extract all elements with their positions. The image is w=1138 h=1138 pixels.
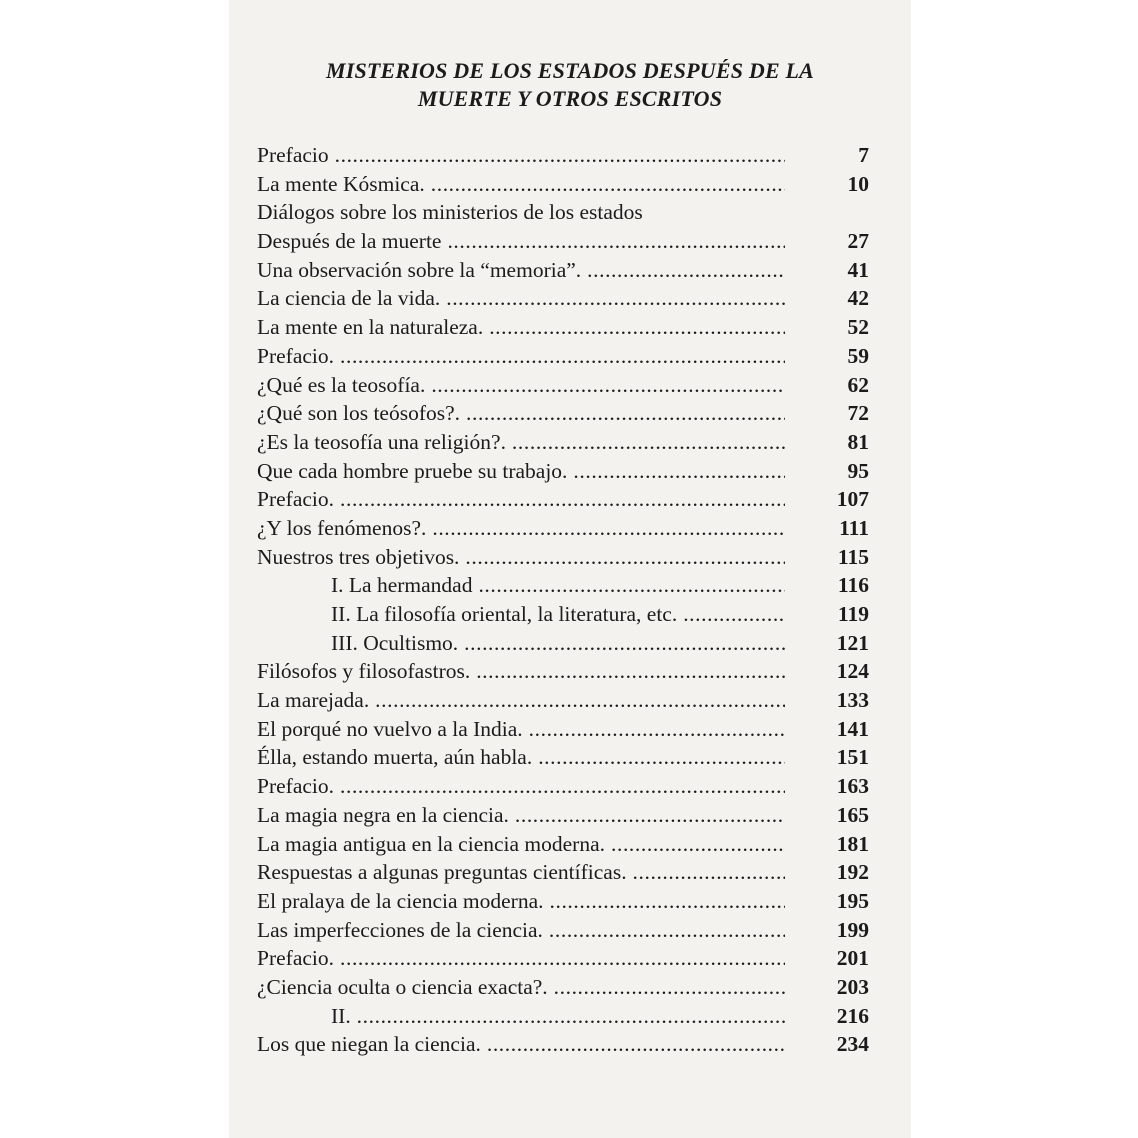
page-title (229, 57, 911, 113)
toc-entry-title: La magia antigua en la ciencia moderna. ..... (257, 830, 785, 859)
toc-entry-page-number: 201 (836, 946, 869, 971)
toc-entry (257, 141, 869, 170)
title-line-2: MUERTE Y OTROS ESCRITOS (417, 86, 723, 111)
toc-entry-title: La mente Kósmica. ..... (257, 170, 785, 199)
toc-entry-page-number: 119 (837, 602, 869, 626)
toc-entry-page-number: 95 (847, 458, 869, 483)
toc-entry-page-number: 59 (847, 343, 869, 368)
toc-entry-title: ¿Es la teosofía una religión?. ..... (257, 428, 785, 457)
title-line-1: MISTERIOS DE LOS ESTADOS DESPUÉS DE LA (325, 58, 815, 83)
toc-entry-title: ¿Y los fenómenos?. ..... (257, 514, 785, 543)
toc-entry (257, 858, 869, 887)
toc-entry (257, 830, 869, 859)
toc-entry (257, 1030, 869, 1059)
toc-entry-title: Prefacio ..... (257, 141, 785, 170)
toc-entry-title: II. La filosofía oriental, la literatura, etc. ..... (331, 600, 785, 629)
toc-entry-page-number: 111 (839, 515, 869, 540)
toc-entry (257, 457, 869, 486)
toc-entry (257, 600, 869, 629)
toc-entry-title: Después de la muerte ..... (257, 227, 785, 256)
toc-entry-title: Una observación sobre la “memoria”. ..... (257, 256, 785, 285)
toc-entry (257, 944, 869, 973)
book-page (229, 0, 911, 1138)
toc-entry-title: Filósofos y filosofastros. ..... (257, 657, 785, 686)
toc-entry-title: Diálogos sobre los ministerios de los estados (257, 200, 643, 225)
toc-entry-title: Las imperfecciones de la ciencia. ..... (257, 916, 785, 945)
toc-entry-page-number: 163 (836, 774, 869, 799)
toc-entry-title: ¿Qué son los teósofos?. ..... (257, 399, 785, 428)
toc-entry (257, 399, 869, 428)
toc-entry (257, 342, 869, 371)
toc-entry-title: Prefacio. ..... (257, 485, 785, 514)
toc-entry-title: I. La hermandad ..... (331, 571, 785, 600)
toc-entry-title: Nuestros tres objetivos. ..... (257, 543, 785, 572)
toc-entry (257, 170, 869, 199)
toc-entry-page-number: 195 (836, 888, 869, 913)
toc-entry-title: Prefacio. ..... (257, 772, 785, 801)
toc-entry-title: El pralaya de la ciencia moderna. ..... (257, 887, 785, 916)
toc-entry-page-number: 27 (847, 229, 869, 254)
toc-entry (257, 686, 869, 715)
toc-entry-page-number: 116 (837, 573, 869, 598)
toc-entry-page-number: 192 (836, 860, 869, 885)
toc-entry-page-number: 42 (847, 286, 869, 311)
toc-entry-title: Que cada hombre pruebe su trabajo. ..... (257, 457, 785, 486)
toc-entry-page-number: 124 (836, 659, 869, 684)
toc-entry-page-number: 10 (847, 171, 869, 196)
toc-entry-title: II. ..... (331, 1002, 785, 1031)
toc-entry-page-number: 234 (836, 1032, 869, 1057)
toc-entry (257, 657, 869, 686)
toc-entry-title: ¿Qué es la teosofía. ..... (257, 371, 785, 400)
toc-entry-title: III. Ocultismo. ..... (331, 629, 785, 658)
toc-entry-title: La mente en la naturaleza. ..... (257, 313, 785, 342)
toc-entry-title: Prefacio. ..... (257, 944, 785, 973)
toc-entry-page-number: 52 (847, 315, 869, 340)
toc-entry (257, 256, 869, 285)
toc-entry-page-number: 72 (847, 401, 869, 426)
toc-entry-title: La ciencia de la vida. ..... (257, 284, 785, 313)
toc-entry (257, 629, 869, 658)
toc-entry (257, 514, 869, 543)
toc-entry (257, 198, 869, 227)
toc-entry (257, 801, 869, 830)
toc-entry-title: La magia negra en la ciencia. ..... (257, 801, 785, 830)
toc-entry (257, 743, 869, 772)
toc-entry (257, 313, 869, 342)
toc-entry (257, 772, 869, 801)
toc-entry-page-number: 107 (836, 487, 869, 512)
toc-entry-title: El porqué no vuelvo a la India. ..... (257, 715, 785, 744)
toc-entry (257, 1002, 869, 1031)
toc-entry-title: Respuestas a algunas preguntas científicas. ..... (257, 858, 785, 887)
toc-entry-page-number: 41 (847, 257, 869, 282)
table-of-contents (257, 141, 869, 1059)
toc-entry-title: Los que niegan la ciencia. ..... (257, 1030, 785, 1059)
toc-entry-page-number: 62 (847, 372, 869, 397)
toc-entry-title: La marejada. ..... (257, 686, 785, 715)
toc-entry (257, 485, 869, 514)
toc-entry-page-number: 203 (836, 974, 869, 999)
toc-entry-page-number: 7 (858, 143, 869, 167)
toc-entry-title: Élla, estando muerta, aún habla. ..... (257, 743, 785, 772)
toc-entry-page-number: 133 (836, 688, 869, 713)
toc-entry-title: ¿Ciencia oculta o ciencia exacta?. ..... (257, 973, 785, 1002)
toc-entry (257, 227, 869, 256)
toc-entry (257, 916, 869, 945)
toc-entry-title: Prefacio. ..... (257, 342, 785, 371)
toc-entry-page-number: 216 (836, 1003, 869, 1028)
toc-entry-page-number: 151 (836, 745, 869, 770)
toc-entry-page-number: 121 (836, 630, 869, 655)
toc-entry (257, 715, 869, 744)
toc-entry (257, 284, 869, 313)
toc-entry (257, 887, 869, 916)
toc-entry-page-number: 165 (836, 802, 869, 827)
toc-entry-page-number: 141 (836, 716, 869, 741)
toc-entry-page-number: 81 (847, 429, 869, 454)
toc-entry-page-number: 181 (836, 831, 869, 856)
toc-entry-page-number: 115 (837, 544, 869, 569)
toc-entry-page-number: 199 (836, 917, 869, 942)
toc-entry (257, 428, 869, 457)
toc-entry (257, 543, 869, 572)
toc-entry (257, 973, 869, 1002)
toc-entry (257, 371, 869, 400)
toc-entry (257, 571, 869, 600)
